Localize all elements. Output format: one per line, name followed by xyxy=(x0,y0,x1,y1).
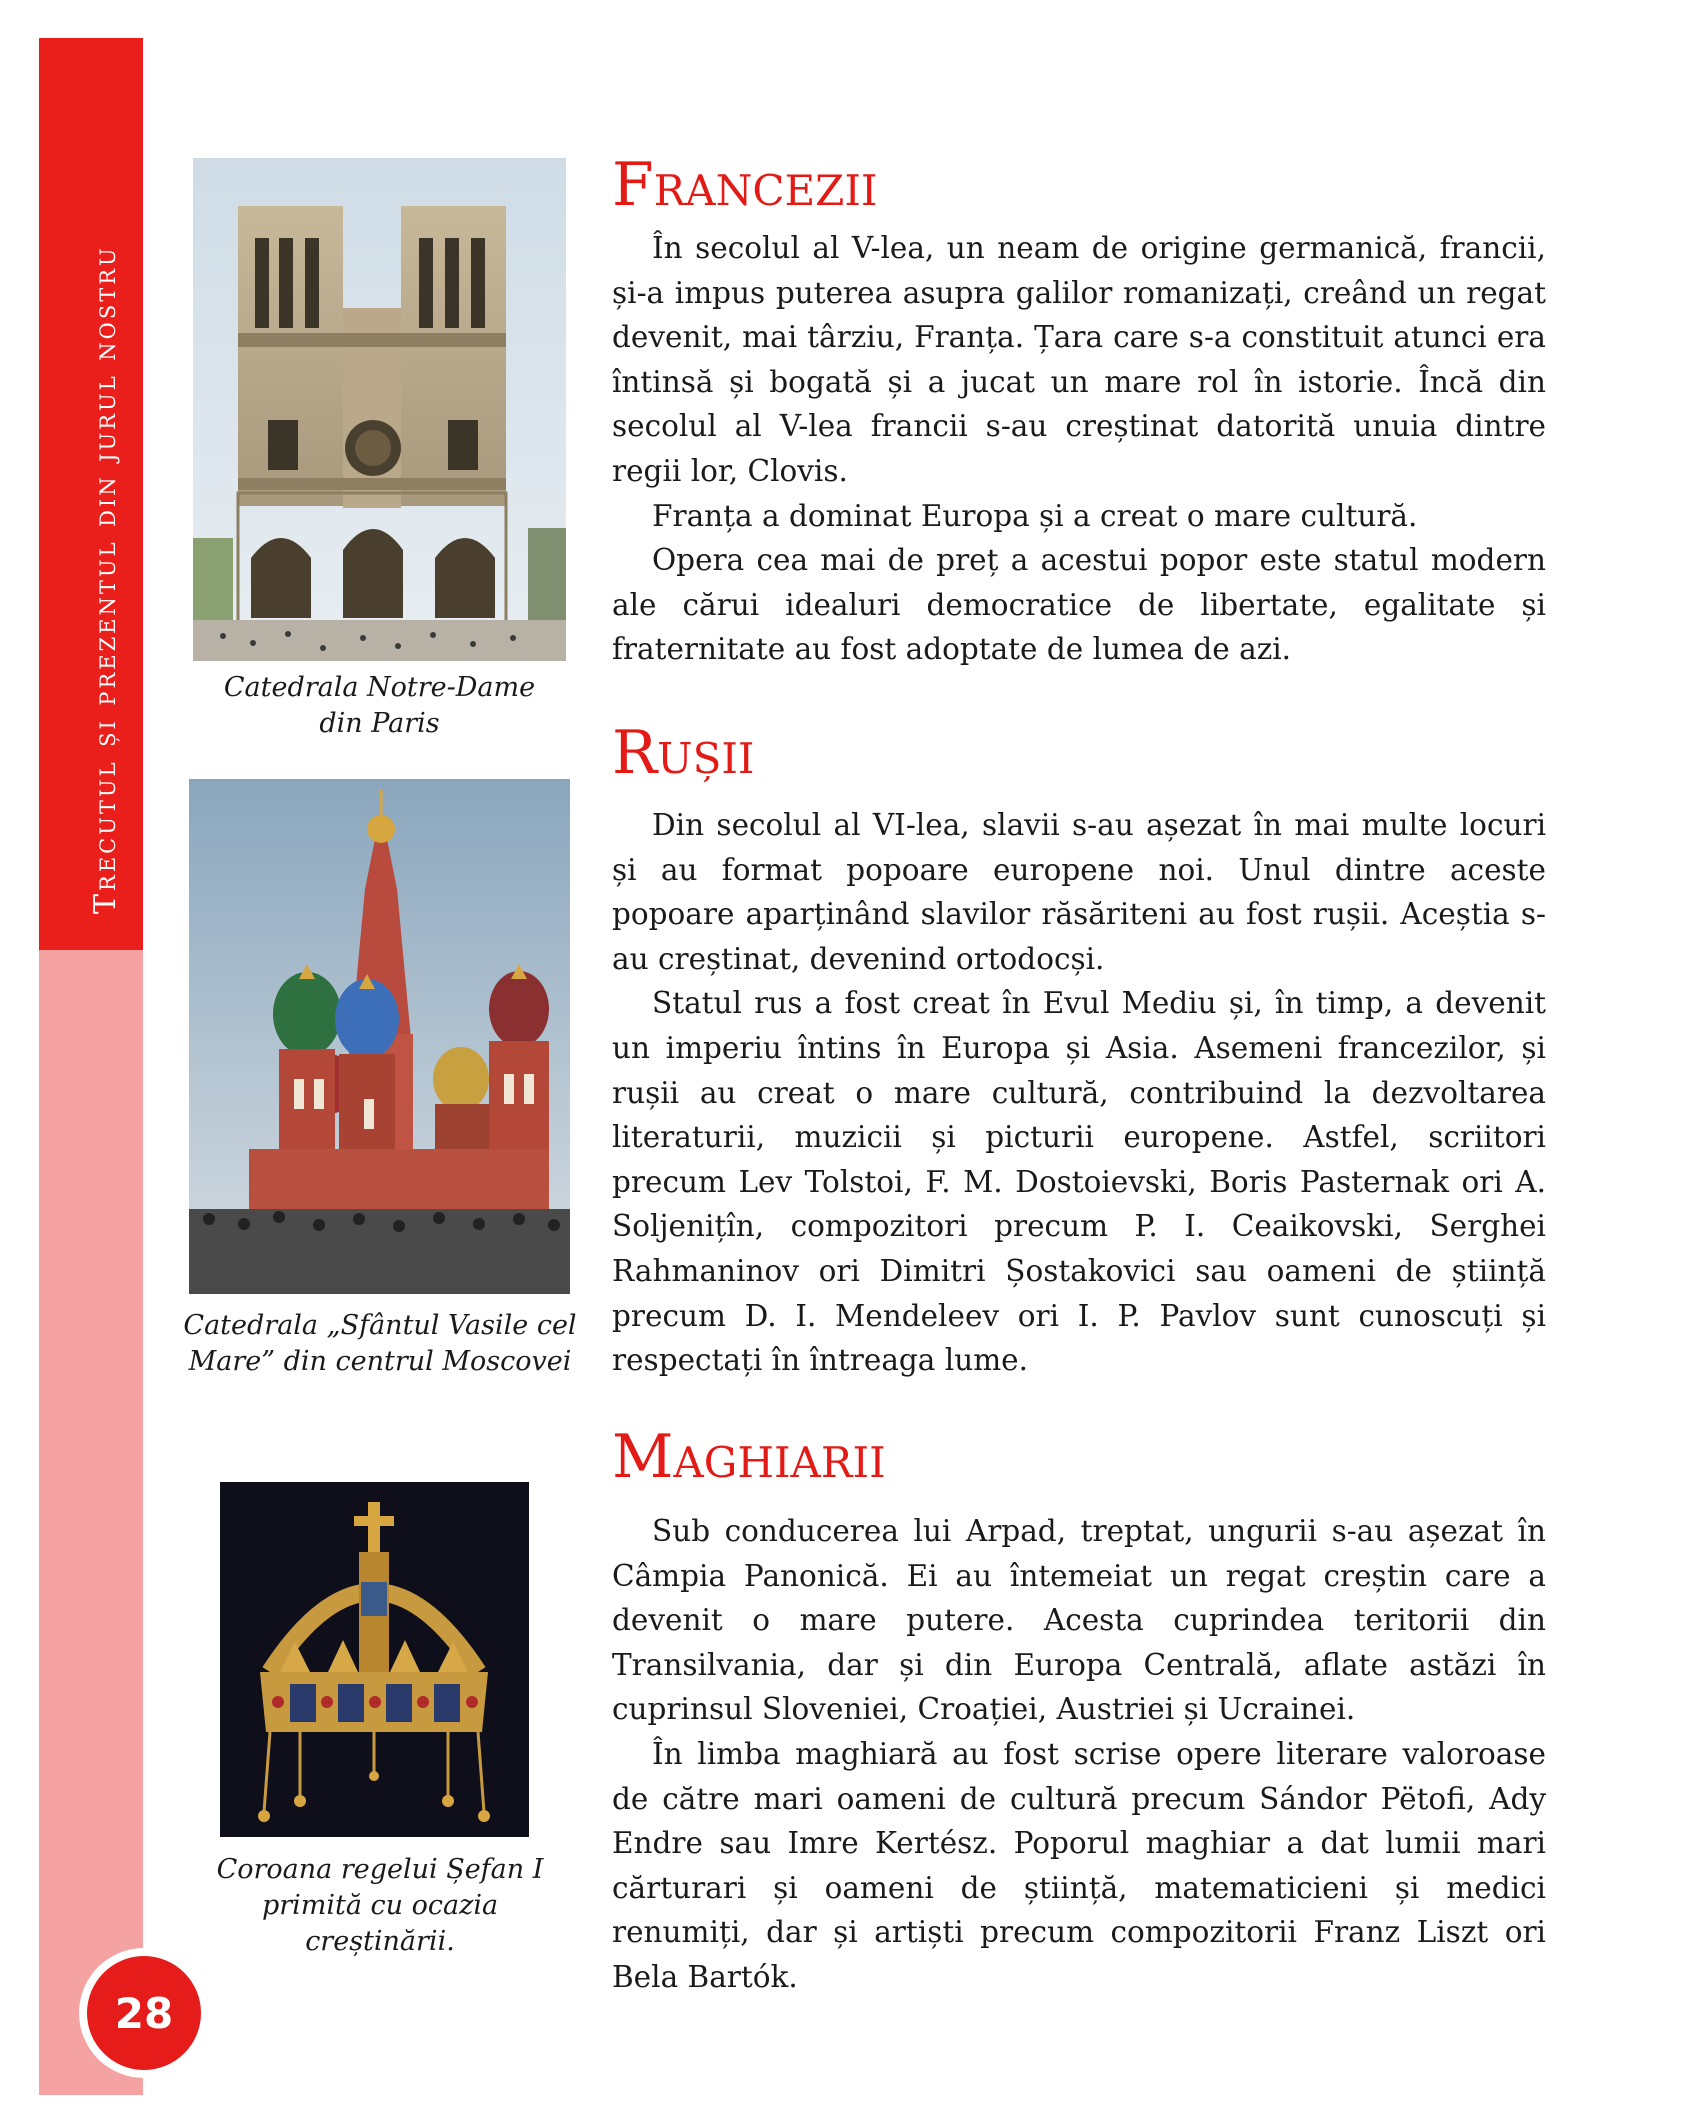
section-title-maghiarii: Maghiarii xyxy=(612,1422,886,1492)
paragraph: Din secolul al VI-lea, slavii s-au așezat în mai multe locuri și au format popoare europene noi. Unul dintre aceste popoare aparținând slavilor răsăriteni au fost rușii. Aceștia s-au creștinat, devenind ortodocși. xyxy=(612,808,1546,976)
paragraph: Opera cea mai de preț a acestui popor este statul modern ale cărui idealuri democratice de libertate, egalitate și fraternitate au fost adoptate de lumea de azi. xyxy=(612,543,1546,667)
section-title-rusii: Rușii xyxy=(612,718,755,788)
saint-basil-photo xyxy=(189,779,570,1294)
crown-photo xyxy=(220,1482,529,1837)
paragraph: În secolul al V-lea, un neam de origine germanică, francii, și-a impus puterea asupra galilor romanizați, creând un regat devenit, mai târziu, Franța. Țara care s-a constituit atunci era întinsă și bogată și a jucat un mare rol în istorie. Încă din secolul al V-lea francii s-au creștinat datorită unuia dintre regii lor, Clovis. xyxy=(612,231,1546,488)
figure-caption-notre-dame: Catedrala Notre-Dame din Paris xyxy=(223,672,536,739)
paragraph: Franța a dominat Europa și a creat o mare cultură. xyxy=(652,498,1418,533)
paragraph: În limba maghiară au fost scrise opere literare valoroase de către mari oameni de cultură precum Sándor Pëtofi, Ady Endre sau Imre Kertész. Poporul maghiar a dat lumii mari cărturari și oameni de știință, matematicieni și medici renumiți, dar și artiști precum compozitorii Franz Liszt ori Bela Bartók. xyxy=(612,1736,1546,1994)
figure-caption-saint-basil: Catedrala „Sfântul Vasile cel Mare” din centrul Moscovei xyxy=(183,1310,577,1377)
notre-dame-photo xyxy=(193,158,566,661)
notre-dame-illustration xyxy=(193,158,566,661)
paragraph: Statul rus a fost creat în Evul Mediu și, în timp, a devenit un imperiu întins în Europa și Asia. Asemeni francezilor, și rușii au creat o mare cultură, contribuind la dezvoltarea literaturii, muzicii și picturii europene. Astfel, scriitori precum Lev Tolstoi, F. M. Dostoievski, Boris Pasternak ori A. Soljenițîn, compozitori precum P. I. Ceaikovski, Serghei Rahmaninov ori Dimitri Șostakovici sau oameni de știință precum D. I. Mendeleev ori I. P. Pavlov sunt cunoscuți și respectați în întreaga lume. xyxy=(612,986,1546,1378)
section-body-rusii xyxy=(612,803,1546,1383)
saint-basil-illustration xyxy=(189,779,570,1294)
sidebar-chapter-title: Trecutul și prezentul din jurul nostru xyxy=(88,245,123,914)
section-body-francezii xyxy=(612,226,1546,672)
sidebar-band-bottom xyxy=(39,950,143,2095)
section-title-francezii: Francezii xyxy=(612,150,878,220)
figure-caption-crown: Coroana regelui Șefan I primită cu ocazia creștinării. xyxy=(216,1854,544,1957)
paragraph: Sub conducerea lui Arpad, treptat, ungurii s-au așezat în Câmpia Panonică. Ei au întemeiat un regat creștin care a devenit o mare putere. Acesta cuprindea teritorii din Transilvania, dar și din Europa Centrală, aflate astăzi în cuprinsul Sloveniei, Croației, Austriei și Ucrainei. xyxy=(612,1514,1546,1727)
page-number: 28 xyxy=(87,1956,201,2070)
crown-illustration xyxy=(220,1482,529,1837)
section-body-maghiarii xyxy=(612,1509,1546,2000)
